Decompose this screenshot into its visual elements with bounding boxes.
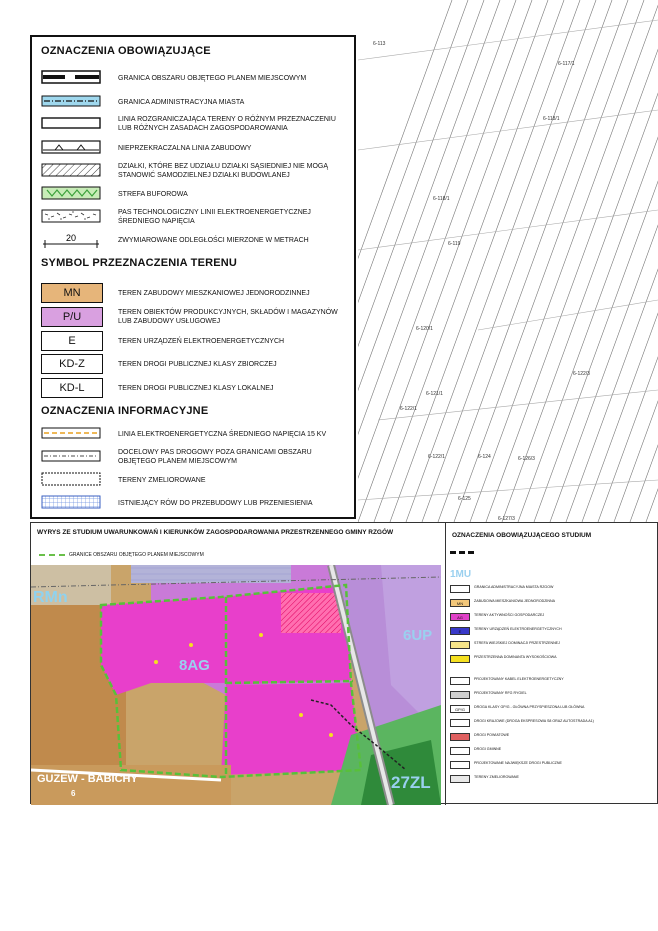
parcel-number-label: 6-122/3: [573, 371, 590, 377]
legend-text: LINIA ELEKTROENERGETYCZNA ŚREDNIEGO NAPIĘCIA 15 KV: [118, 430, 327, 438]
study-legend-swatch: [450, 641, 470, 649]
legend-text: TEREN DROGI PUBLICZNEJ KLASY ZBIORCZEJ: [118, 360, 277, 368]
study-legend-swatch: [450, 761, 470, 769]
study-legend-row: [450, 627, 658, 636]
parcel-number-label: 6-118/1: [543, 116, 560, 122]
study-legend-row: [450, 719, 658, 728]
legend-text: DOCELOWY PAS DROGOWY POZA GRANICAMI OBSZARU OBJĘTEGO PLANEM MIEJSCOWYM: [118, 449, 312, 465]
power-strip-symbol: [41, 208, 101, 224]
legend-text: GRANICA ADMINISTRACYJNA MIASTA: [118, 98, 245, 106]
legend-text: ISTNIEJĄCY RÓW DO PRZEBUDOWY LUB PRZENIESIENIA: [118, 499, 313, 507]
label-mu: 1MU: [450, 569, 472, 580]
dominant-marker: [154, 660, 158, 664]
legend-text: NIEPRZEKRACZALNA LINIA ZABUDOWY: [118, 144, 252, 152]
legend-text: LINIA ROZGRANICZAJĄCA TERENY O RÓŻNYM PRZEZNACZENIU LUB RÓŻNYCH ZASADACH ZAGOSPODAROWANIA: [118, 116, 336, 132]
study-legend-row: [450, 705, 658, 714]
parcel-boundary-line: [374, 0, 564, 522]
dominant-marker: [259, 633, 263, 637]
legend-text: TERENY ZMELIOROWANE: [118, 476, 206, 484]
parcel-boundary-line: [518, 0, 658, 522]
study-legend-row: [450, 585, 658, 594]
study-legend-swatch: AG: [450, 613, 470, 621]
dominant-marker: [189, 643, 193, 647]
legend-item-ditch: [41, 492, 351, 516]
study-legend-text: DROGI KRAJOWE (DROGA EKSPRESOWA S8 ORAZ AUTOSTRADA A1): [474, 719, 594, 723]
parcel-boundary-line: [390, 0, 580, 522]
study-legend-row: [450, 677, 658, 686]
hatched-area: [281, 593, 341, 633]
parcel-boundary-line: [358, 210, 658, 250]
land-use-code: E: [41, 331, 103, 351]
dimension-value: 20: [65, 233, 77, 243]
ag-zone-south: [221, 683, 361, 775]
parcel-number-label: 6-113: [373, 41, 386, 47]
legend-title-obligatory: OZNACZENIA OBOWIĄZUJĄCE: [41, 45, 211, 57]
target-road-symbol: [41, 448, 101, 464]
study-legend-row: [450, 613, 658, 622]
study-legend-text: TERENY AKTYWNOŚCI GOSPODARCZEJ: [474, 613, 545, 617]
label-rmn: RMn: [33, 589, 68, 606]
land-use-code: MN: [41, 283, 103, 303]
parcel-boundary-line: [406, 0, 596, 522]
legend-text: TEREN DROGI PUBLICZNEJ KLASY LOKALNEJ: [118, 384, 274, 392]
power-line-symbol: [41, 425, 101, 441]
legend-item-dividing-line: [41, 113, 351, 137]
study-legend-swatch: [450, 775, 470, 783]
study-legend-text: TERENY URZĄDZEŃ ELEKTROENERGETYCZNYCH: [474, 627, 562, 631]
study-legend-swatch: [450, 585, 470, 593]
city-boundary-symbol: [41, 93, 101, 109]
legend-item-buffer-zone: [41, 183, 351, 207]
legend-text: PAS TECHNOLOGICZNY LINII ELEKTROENERGETYCZNEJ ŚREDNIEGO NAPIĘCIA: [118, 209, 311, 225]
parcel-number-label: 6-120/1: [416, 326, 433, 332]
parcel-boundary-line: [550, 0, 658, 522]
parcel-number-label: 6-124: [478, 454, 491, 460]
legend-item-pu: [41, 306, 351, 330]
parcel-boundary-line: [358, 0, 500, 522]
study-legend-text: TERENY ZMELIOROWANE: [474, 775, 519, 779]
study-legend-text: PROJEKTOWANE NAJWIĘKSZE DROGI PUBLICZNE: [474, 761, 562, 765]
plan-boundary-symbol: [41, 69, 101, 85]
land-use-code: KD-L: [41, 378, 103, 398]
legend-item-power-line: [41, 423, 351, 447]
study-legend-swatch: [450, 733, 470, 741]
study-excerpt: [30, 522, 658, 804]
parcel-number-label: 6-118/1: [433, 196, 450, 202]
parcel-number-label: 6-125: [458, 496, 471, 502]
study-legend-text: STREFA WIEJSKIEJ DOMINACJI PRZESTRZENNEJ: [474, 641, 560, 645]
study-title: WYRYS ZE STUDIUM UWARUNKOWAŃ I KIERUNKÓW ZAGOSPODAROWANIA PRZESTRZENNEGO GMINY RZGÓW: [37, 529, 394, 536]
parcel-boundary-line: [358, 0, 548, 522]
study-legend-row: [450, 691, 658, 700]
legend-panel: [30, 35, 356, 519]
study-legend-swatch: [450, 747, 470, 755]
study-legend-swatch: [450, 691, 470, 699]
study-legend-row: [450, 641, 658, 650]
parcel-boundary-line: [582, 0, 658, 522]
study-legend-row: [450, 655, 658, 664]
study-legend-text: GRANICA ADMINISTRACYJNA MIASTA RZGOW: [474, 585, 554, 589]
study-legend-text: PRZESTRZENNA DOMINANTA WYSOKOŚCIOWA: [474, 655, 557, 659]
parcel-boundary-line: [470, 0, 658, 522]
legend-item-building-line: [41, 137, 351, 161]
label-ag: 8AG: [179, 657, 210, 674]
parcel-map: [358, 0, 658, 522]
parcel-boundary-line: [566, 0, 658, 522]
study-legend-text: ZABUDOWA MIESZKANIOWA JEDNORODZINNA: [474, 599, 555, 603]
legend-text: ZWYMIAROWANE ODLEGŁOŚCI MIERZONE W METRACH: [118, 236, 309, 244]
parcel-boundary-line: [502, 0, 658, 522]
parcel-number-label: 6-117/1: [558, 61, 575, 67]
dividing-line-symbol: [41, 115, 101, 131]
legend-item-e: [41, 330, 351, 354]
study-legend-swatch: [450, 719, 470, 727]
dominant-marker: [329, 733, 333, 737]
study-legend-swatch: GP/G: [450, 705, 470, 713]
legend-item-city-boundary: [41, 91, 351, 115]
legend-text: GRANICA OBSZARU OBJĘTEGO PLANEM MIEJSCOWYM: [118, 74, 307, 82]
legend-text: TEREN URZĄDZEŃ ELEKTROENERGETYCZNYCH: [118, 337, 285, 345]
legend-item-plan-boundary: [41, 67, 351, 91]
parcel-boundary-line: [378, 390, 658, 420]
study-subtitle: GRANICE OBSZARU OBJĘTEGO PLANEM MIEJSCOWYM: [69, 552, 204, 558]
study-legend-text: DROGI POWIATOWE: [474, 733, 510, 737]
legend-item-hatched-plots: [41, 160, 351, 184]
legend-text: STREFA BUFOROWA: [118, 190, 188, 198]
study-legend-swatch: [450, 677, 470, 685]
study-legend-text: PROJEKTOWANY KABEL ELEKTROENERGETYCZNY: [474, 677, 564, 681]
ditch-symbol: [41, 494, 101, 510]
drained-strip: [131, 565, 291, 583]
label-up: 6UP: [403, 627, 433, 644]
study-legend-text: DROGA KLASY GP/G - GŁÓWNA PRZYSPIESZONA LUB GŁÓWNA: [474, 705, 585, 709]
dominant-marker: [299, 713, 303, 717]
legend-item-drained: [41, 469, 351, 493]
study-legend-text: DROGI GMINNE: [474, 747, 502, 751]
parcel-boundary-line: [422, 0, 612, 522]
study-legend-swatch: [450, 655, 470, 663]
legend-title-land-use: SYMBOL PRZEZNACZENIA TERENU: [41, 257, 238, 269]
parcel-boundary-line: [358, 20, 658, 60]
city-boundary-swatch: [450, 551, 474, 560]
dimension-symbol: [41, 231, 101, 247]
drained-symbol: [41, 471, 101, 487]
parcel-number-label: 6-126/3: [518, 456, 535, 462]
parcel-boundary-line: [454, 0, 644, 522]
building-line-symbol: [41, 139, 101, 155]
parcel-boundary-line: [358, 480, 658, 500]
study-legend-text: PROJEKTOWANY RFG RYGIEL: [474, 691, 527, 695]
legend-item-kdz: [41, 353, 351, 377]
study-legend-title: OZNACZENIA OBOWIĄZUJĄCEGO STUDIUM: [452, 532, 592, 539]
legend-item-power-strip: [41, 206, 351, 230]
parcel-number-label: 6-122/1: [400, 406, 417, 412]
parcel-boundary-line: [358, 0, 532, 522]
land-use-code: KD-Z: [41, 354, 103, 374]
parcel-number-label: 6-119: [448, 241, 461, 247]
legend-item-dimension: [41, 229, 351, 253]
legend-title-informative: OZNACZENIA INFORMACYJNE: [41, 405, 209, 417]
study-legend-row: [450, 747, 658, 756]
legend-text: TEREN ZABUDOWY MIESZKANIOWEJ JEDNORODZINNEJ: [118, 289, 310, 297]
study-legend-row: [450, 733, 658, 742]
parcel-boundary-line: [534, 0, 658, 522]
legend-item-kdl: [41, 377, 351, 401]
plan-boundary-swatch: [39, 554, 65, 556]
label-place-num: 6: [71, 789, 76, 798]
land-use-code: P/U: [41, 307, 103, 327]
parcel-boundary-line: [478, 300, 658, 330]
legend-text: DZIAŁKI, KTÓRE BEZ UDZIAŁU DZIAŁKI SĄSIEDNIEJ NIE MOGĄ STANOWIĆ SAMODZIELNEJ DZIAŁKI BUDOWLANEJ: [118, 163, 329, 179]
legend-text: TEREN OBIEKTÓW PRODUKCYJNYCH, SKŁADÓW I MAGAZYNÓW LUB ZABUDOWY USŁUGOWEJ: [118, 309, 338, 325]
study-legend-swatch: MN: [450, 599, 470, 607]
legend-item-target-road: [41, 446, 351, 470]
label-zl: 27ZL: [391, 773, 431, 792]
ag-zone-west: [101, 597, 231, 695]
parcel-boundary-line: [358, 0, 468, 522]
parcel-boundary-line: [598, 0, 658, 522]
parcel-number-label: 6-121/1: [426, 391, 443, 397]
parcel-boundary-line: [486, 0, 658, 522]
parcel-boundary-line: [438, 0, 628, 522]
study-legend-row: [450, 599, 658, 608]
label-place: GUZEW - BABICHY: [37, 773, 138, 785]
legend-item-mn: [41, 282, 351, 306]
parcel-number-label: 6-127/3: [498, 516, 515, 522]
study-legend-row: [450, 775, 658, 784]
parcel-number-label: 6-122/1: [428, 454, 445, 460]
hatched-plots-symbol: [41, 162, 101, 178]
study-map: [31, 565, 441, 805]
study-legend: [445, 523, 658, 805]
study-legend-swatch: E: [450, 627, 470, 635]
parcel-boundary-line: [614, 0, 658, 522]
buffer-zone-symbol: [41, 185, 101, 201]
study-legend-row: [450, 761, 658, 770]
parcel-boundary-line: [630, 0, 658, 522]
